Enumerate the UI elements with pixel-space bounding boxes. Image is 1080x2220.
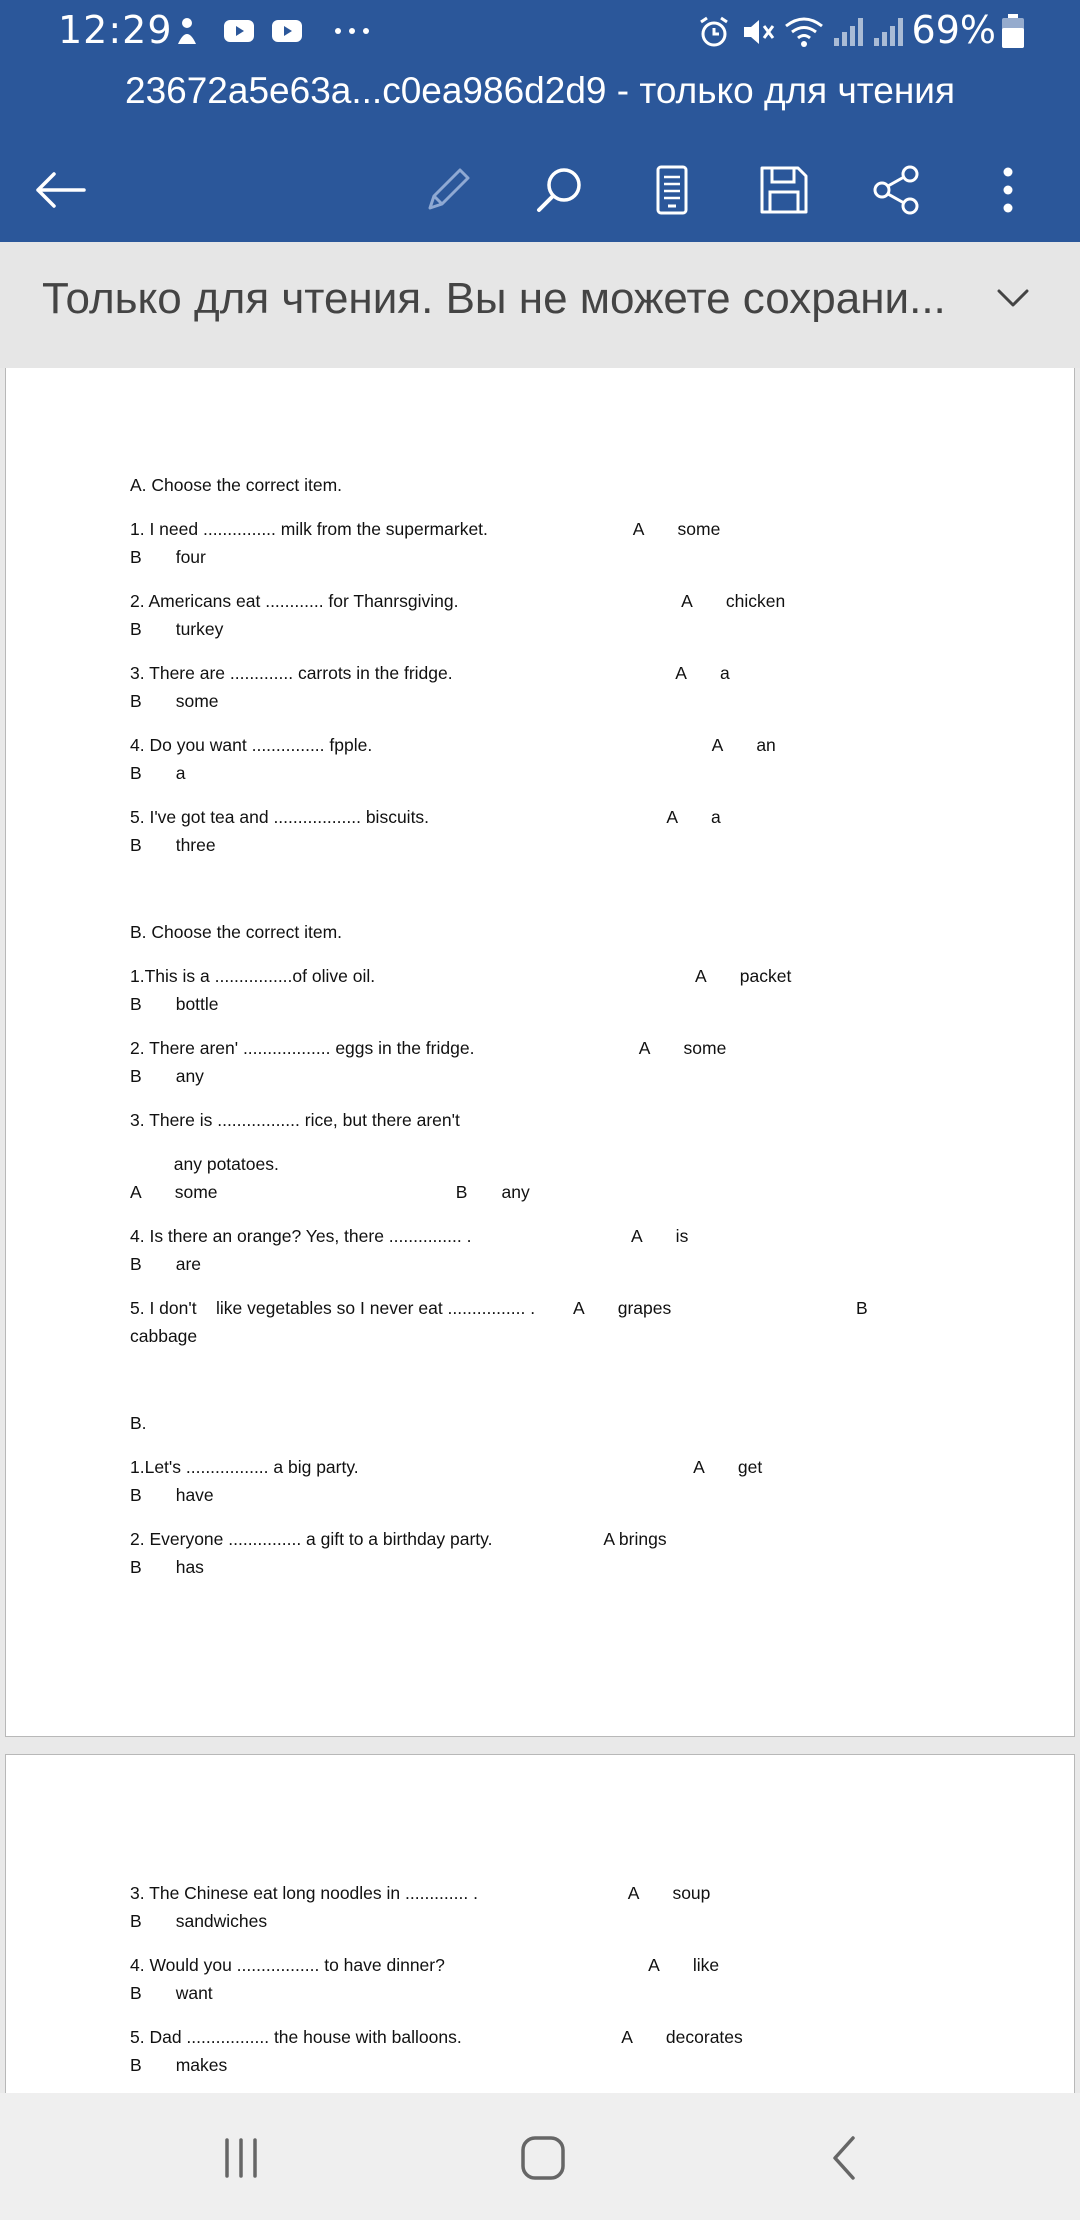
answer-line: B four [130,547,206,567]
question-line: 4. Is there an orange? Yes, there ............... . A is [130,1226,689,1246]
back-chevron-icon [825,2134,865,2182]
more-options-button[interactable] [968,150,1048,230]
read-only-banner[interactable] [0,242,1080,369]
question-line: 3. There are ............. carrots in the fridge. A a [130,663,730,683]
signal-icon [830,14,866,50]
search-icon [534,164,586,216]
youtube-icon [222,14,256,48]
question-line: 3. The Chinese eat long noodles in ............. . A soup [130,1883,711,1903]
answer-line: B has [130,1557,204,1577]
answer-line: A some B any [130,1182,530,1202]
system-navigation-bar [0,2093,1080,2220]
answer-line: B any [130,1066,204,1086]
status-bar [0,0,1080,62]
question-line: 4. Would you ................. to have dinner? A like [130,1955,720,1975]
answer-line: B some [130,691,219,711]
question-line: 3. There is ................. rice, but there aren't [130,1110,460,1130]
alarm-icon [696,14,732,50]
home-button[interactable] [508,2123,578,2193]
home-icon [519,2134,567,2182]
more-vertical-icon [998,164,1018,216]
answer-line: B are [130,1254,201,1274]
status-time: 12:29 [58,8,173,52]
question-line: 1. I need ............... milk from the supermarket. A some [130,519,721,539]
battery-icon [1000,14,1026,50]
answer-line: cabbage [130,1326,198,1346]
answer-line: B have [130,1485,214,1505]
more-notifications-icon [330,14,374,48]
mute-icon [740,14,776,50]
wifi-icon [784,14,824,50]
question-line: 4. Do you want ............... fpple. A an [130,735,776,755]
section-a-heading: A. Choose the correct item. [130,475,343,495]
question-line: 2. There aren' .................. eggs in the fridge. A some [130,1038,727,1058]
question-line: 2. Everyone ............... a gift to a birthday party. A brings [130,1529,667,1549]
question-line: 5. Dad ................. the house with balloons. A decorates [130,2027,743,2047]
recent-apps-icon [219,2136,263,2180]
question-line: 1.Let's ................. a big party. A get [130,1457,763,1477]
answer-line: B sandwiches [130,1911,268,1931]
answer-line: B three [130,835,216,855]
save-icon [758,164,810,216]
signal-icon-2 [870,14,906,50]
search-button[interactable] [520,150,600,230]
share-icon [870,164,922,216]
back-button[interactable] [20,150,100,230]
question-line: 5. I've got tea and .................. biscuits. A a [130,807,721,827]
question-line: any potatoes. [130,1154,279,1174]
document-page-1 [5,368,1075,1737]
battery-percentage: 69% [911,8,996,52]
section-c-heading: B. [130,1413,147,1433]
answer-line: B makes [130,2055,228,2075]
document-viewer[interactable] [0,368,1080,2093]
question-line: 5. I don't like vegetables so I never eat ................ . A grapes B [130,1298,868,1318]
document-title: 23672a5e63a...c0ea986d2d9 - только для чтения [125,70,955,111]
recent-apps-button[interactable] [206,2123,276,2193]
mobile-view-button[interactable] [632,150,712,230]
banner-message: Только для чтения. Вы не можете сохрани... [42,274,946,323]
back-arrow-icon [32,170,88,210]
answer-line: B want [130,1983,213,2003]
notification-app-icon [170,14,204,48]
edit-button[interactable] [408,150,488,230]
youtube-icon-2 [270,14,304,48]
answer-line: B a [130,763,186,783]
mobile-view-icon [652,164,692,216]
document-page-2 [5,1754,1075,2093]
answer-line: B turkey [130,619,224,639]
share-button[interactable] [856,150,936,230]
back-nav-button[interactable] [810,2123,880,2193]
question-line: 2. Americans eat ............ for Thanrsgiving. A chicken [130,591,786,611]
app-header [0,62,1080,242]
chevron-down-icon[interactable] [996,286,1030,310]
answer-line: B bottle [130,994,219,1014]
section-b-heading: B. Choose the correct item. [130,922,343,942]
pencil-icon [422,164,474,216]
question-line: 1.This is a ................of olive oil. A packet [130,966,792,986]
save-button[interactable] [744,150,824,230]
